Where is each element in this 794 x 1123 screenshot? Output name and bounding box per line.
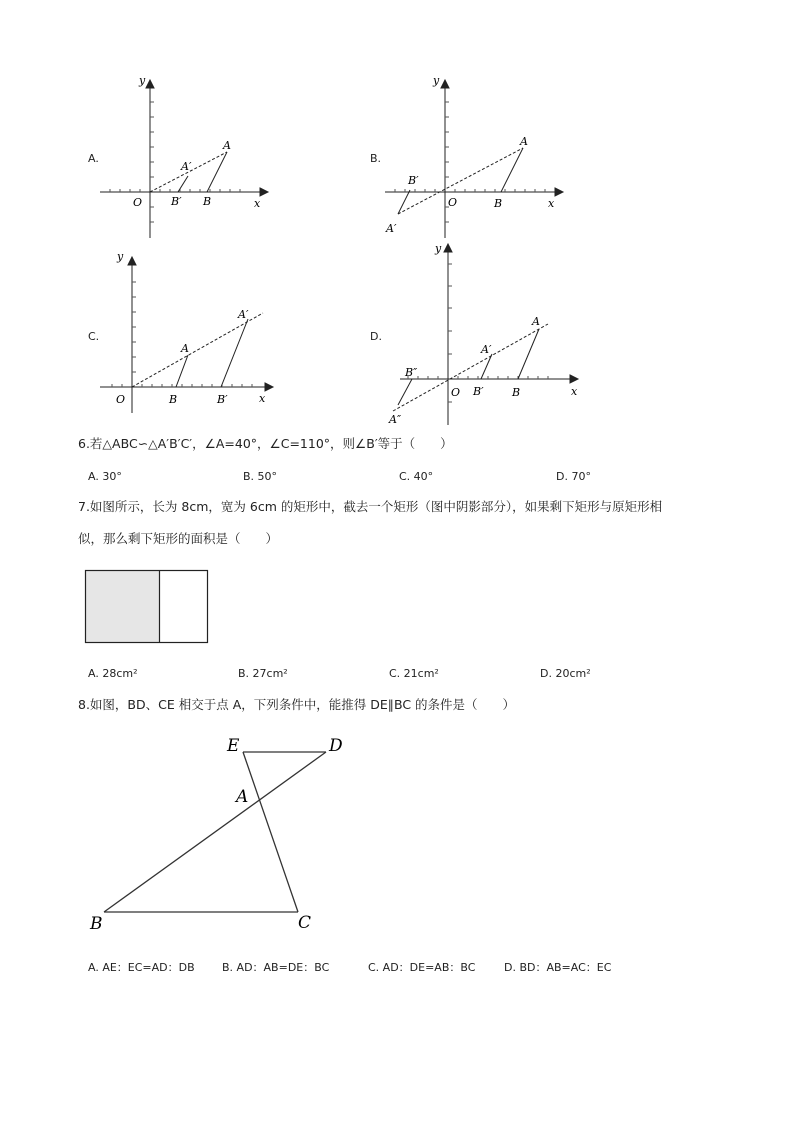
point-label: A′ — [481, 343, 492, 356]
q6-choice-c: C. 40° — [399, 470, 434, 483]
point-e-label: E — [227, 736, 240, 756]
x-axis-label: x — [259, 392, 266, 405]
point-d-label: D — [329, 736, 343, 756]
q8-choice-c: C. AD：DE=AB：BC — [368, 961, 476, 974]
point-label: A — [223, 139, 231, 152]
x-axis-label: x — [548, 197, 555, 210]
point-label: A — [181, 342, 189, 355]
point-a-label: A — [236, 787, 249, 807]
q8-choice-d: D. BD：AB=AC：EC — [504, 961, 612, 974]
q6-choice-d: D. 70° — [556, 470, 591, 483]
q7-choice-d: D. 20cm² — [540, 667, 591, 680]
shaded-rectangle — [86, 571, 160, 643]
point-label: B — [512, 386, 521, 399]
q7-rectangle-figure — [84, 569, 212, 645]
q8-choice-b: B. AD：AB=DE：BC — [222, 961, 330, 974]
q7-choice-a: A. 28cm² — [88, 667, 138, 680]
graph-option-a — [95, 70, 270, 245]
q6-choice-a: A. 30° — [88, 470, 122, 483]
question-7-text-line1: 7.如图所示，长为 8cm，宽为 6cm 的矩形中，截去一个矩形（图中阴影部分），如果剩下矩形与原矩形相 — [78, 499, 663, 514]
origin-label: O — [448, 196, 458, 209]
graph-option-c — [95, 245, 280, 420]
origin-label: O — [451, 386, 461, 399]
option-d-label: D. — [370, 330, 382, 343]
point-label: A — [532, 315, 540, 328]
point-label: B′ — [171, 195, 182, 208]
q7-choice-b: B. 27cm² — [238, 667, 288, 680]
point-b-label: B — [90, 914, 103, 934]
option-b-label: B. — [370, 152, 382, 165]
point-label: B′ — [217, 393, 228, 406]
q7-choice-c: C. 21cm² — [389, 667, 439, 680]
point-label: B″ — [405, 366, 418, 379]
point-label: B — [169, 393, 178, 406]
q8-triangle-figure — [82, 730, 362, 940]
point-label: A — [520, 135, 528, 148]
x-axis-label: x — [571, 385, 578, 398]
origin-label: O — [116, 393, 126, 406]
point-label: A′ — [386, 222, 397, 235]
origin-label: O — [133, 196, 143, 209]
y-axis-label: y — [435, 242, 442, 255]
x-axis-label: x — [254, 197, 261, 210]
y-axis-label: y — [433, 74, 440, 87]
point-label: A″ — [389, 413, 402, 426]
option-a-label: A. — [88, 152, 99, 165]
y-axis-label: y — [139, 74, 146, 87]
q6-choice-b: B. 50° — [243, 470, 278, 483]
point-label: B — [203, 195, 212, 208]
point-label: B′ — [408, 174, 419, 187]
point-label: A′ — [181, 160, 192, 173]
question-8-text: 8.如图，BD、CE 相交于点 A，下列条件中，能推得 DE∥BC 的条件是（ ） — [78, 697, 516, 712]
question-6-text: 6.若△ABC∽△A′B′C′，∠A=40°，∠C=110°，则∠B′等于（ ） — [78, 436, 453, 451]
graph-option-b — [380, 70, 565, 245]
point-label: B — [494, 197, 503, 210]
point-label: B′ — [473, 385, 484, 398]
point-c-label: C — [298, 913, 312, 933]
graph-option-d — [385, 240, 585, 430]
option-c-label: C. — [88, 330, 100, 343]
y-axis-label: y — [117, 250, 124, 263]
question-7-text-line2: 似，那么剩下矩形的面积是（ ） — [78, 531, 279, 546]
point-label: A′ — [238, 308, 249, 321]
q8-choice-a: A. AE：EC=AD：DB — [88, 961, 195, 974]
